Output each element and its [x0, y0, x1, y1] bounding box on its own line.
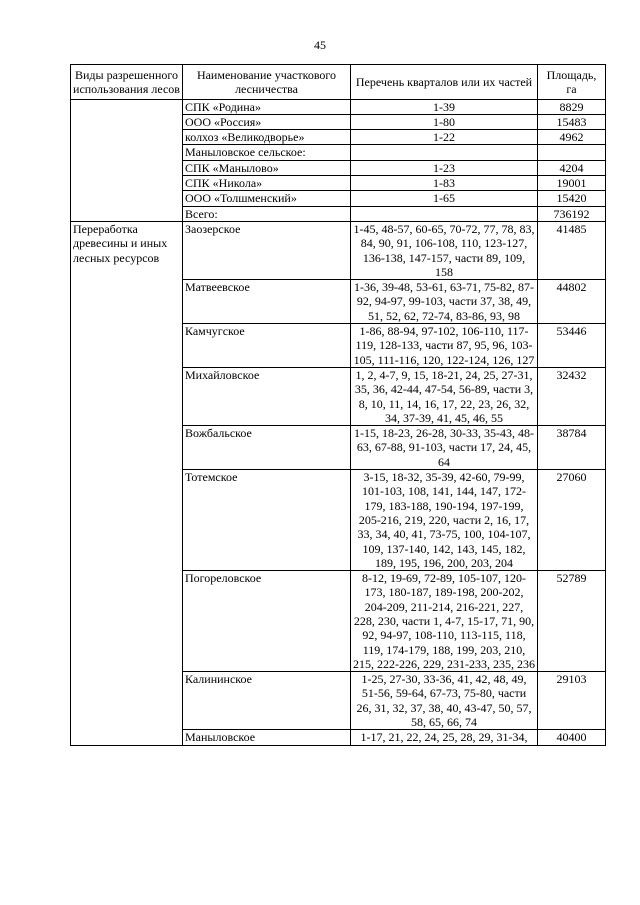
- area-value: 29103: [538, 672, 606, 730]
- quarters-list: 8-12, 19-69, 72-89, 105-107, 120-173, 180-187, 189-198, 200-202, 204-209, 211-214, 216-221, 227, 228, 230, части 1, 4-7, 15-17, 71, 90, 92, 94-97, 108-110, 113-115, 118, 119, 174-179, 188, 199, 203, 210, 215, 222-226, 229, 231-233, 235, 236: [351, 571, 538, 672]
- area-value: 44802: [538, 280, 606, 324]
- forestry-name: ООО «Толшменский»: [183, 191, 351, 206]
- forestry-name: Калининское: [183, 672, 351, 730]
- area-value: 53446: [538, 324, 606, 368]
- table-row: [71, 176, 606, 191]
- quarters-list: 3-15, 18-32, 35-39, 42-60, 79-99, 101-103, 108, 141, 144, 147, 172-179, 183-188, 190-194, 197-199, 205-216, 219, 220, части 2, 16, 17, 33, 34, 40, 41, 73-75, 100, 104-107, 109, 137-140, 142, 143, 145, 182, 189, 195, 196, 200, 203, 204: [351, 470, 538, 571]
- area-value: 32432: [538, 367, 606, 425]
- quarters-list: 1-25, 27-30, 33-36, 41, 42, 48, 49, 51-56, 59-64, 67-73, 75-80, части 26, 31, 32, 37, 38, 40, 43-47, 50, 57, 58, 65, 66, 74: [351, 672, 538, 730]
- forestry-name: Камчугское: [183, 324, 351, 368]
- forestry-name: Михайловское: [183, 367, 351, 425]
- area-value: 41485: [538, 221, 606, 279]
- forestry-name: СПК «Никола»: [183, 176, 351, 191]
- table-row: [71, 145, 606, 160]
- area-value: 52789: [538, 571, 606, 672]
- quarters-list: 1-23: [351, 160, 538, 175]
- forest-usage-table: [70, 64, 606, 746]
- quarters-list: 1-17, 21, 22, 24, 25, 28, 29, 31-34,: [351, 730, 538, 745]
- header-quarters-list: Перечень кварталов или их частей: [351, 65, 538, 100]
- forestry-name: Заозерское: [183, 221, 351, 279]
- forestry-name: колхоз «Великодворье»: [183, 130, 351, 145]
- usage-type-cell-empty: [71, 145, 183, 160]
- area-value: 15420: [538, 191, 606, 206]
- usage-type-cell-empty: [71, 114, 183, 129]
- area-value: 8829: [538, 99, 606, 114]
- header-area: Площадь, га: [538, 65, 606, 100]
- table-row: [71, 114, 606, 129]
- forestry-name: Погореловское: [183, 571, 351, 672]
- quarters-list: 1-15, 18-23, 26-28, 30-33, 35-43, 48-63, 67-88, 91-103, части 17, 24, 45, 64: [351, 426, 538, 470]
- usage-type-label: Переработка древесины и иных лесных ресурсов: [71, 221, 183, 745]
- forestry-name: Маныловское сельское:: [183, 145, 351, 160]
- quarters-list: 1-39: [351, 99, 538, 114]
- quarters-list: 1-45, 48-57, 60-65, 70-72, 77, 78, 83, 84, 90, 91, 106-108, 110, 123-127, 136-138, 147-157, части 89, 109, 158: [351, 221, 538, 279]
- usage-type-cell-empty: [71, 99, 183, 114]
- area-value: 19001: [538, 176, 606, 191]
- quarters-list: 1-22: [351, 130, 538, 145]
- table-row: [71, 130, 606, 145]
- usage-type-cell-empty: [71, 130, 183, 145]
- total-area-value: 736192: [538, 206, 606, 221]
- forestry-name: СПК «Родина»: [183, 99, 351, 114]
- usage-type-cell-empty: [71, 191, 183, 206]
- table-row: [71, 99, 606, 114]
- total-row: [71, 206, 606, 221]
- page-number: 45: [314, 38, 326, 52]
- table-header-row: [71, 65, 606, 100]
- forestry-name: ООО «Россия»: [183, 114, 351, 129]
- forestry-name: Тотемское: [183, 470, 351, 571]
- total-label: Всего:: [183, 206, 351, 221]
- area-value: 4962: [538, 130, 606, 145]
- area-value: 27060: [538, 470, 606, 571]
- table-row: [71, 221, 606, 279]
- quarters-list: 1-36, 39-48, 53-61, 63-71, 75-82, 87-92, 94-97, 99-103, части 37, 38, 49, 51, 52, 62, 72-74, 83-86, 93, 98: [351, 280, 538, 324]
- quarters-list: 1-86, 88-94, 97-102, 106-110, 117-119, 128-133, части 87, 95, 96, 103-105, 111-116, 120, 122-124, 126, 127: [351, 324, 538, 368]
- table-row: [71, 160, 606, 175]
- area-value: 40400: [538, 730, 606, 745]
- header-usage-type: Виды разрешенного использования лесов: [71, 65, 183, 100]
- area-value: 4204: [538, 160, 606, 175]
- forestry-name: Матвеевское: [183, 280, 351, 324]
- header-forestry-name: Наименование участкового лесничества: [183, 65, 351, 100]
- area-value: 38784: [538, 426, 606, 470]
- forestry-name: СПК «Маныловo»: [183, 160, 351, 175]
- quarters-list: 1-65: [351, 191, 538, 206]
- quarters-list: 1-83: [351, 176, 538, 191]
- forestry-name: Маныловское: [183, 730, 351, 745]
- quarters-list: 1-80: [351, 114, 538, 129]
- usage-type-cell-empty: [71, 176, 183, 191]
- forestry-name: Вожбальское: [183, 426, 351, 470]
- area-value: 15483: [538, 114, 606, 129]
- quarters-list: [351, 145, 538, 160]
- area-value: [538, 145, 606, 160]
- total-quarters-empty: [351, 206, 538, 221]
- usage-type-cell-empty: [71, 160, 183, 175]
- table-row: [71, 191, 606, 206]
- quarters-list: 1, 2, 4-7, 9, 15, 18-21, 24, 25, 27-31, 35, 36, 42-44, 47-54, 56-89, части 3, 8, 10, 11, 14, 16, 17, 22, 23, 26, 32, 34, 37-39, 41, 45, 46, 55: [351, 367, 538, 425]
- usage-type-cell-empty: [71, 206, 183, 221]
